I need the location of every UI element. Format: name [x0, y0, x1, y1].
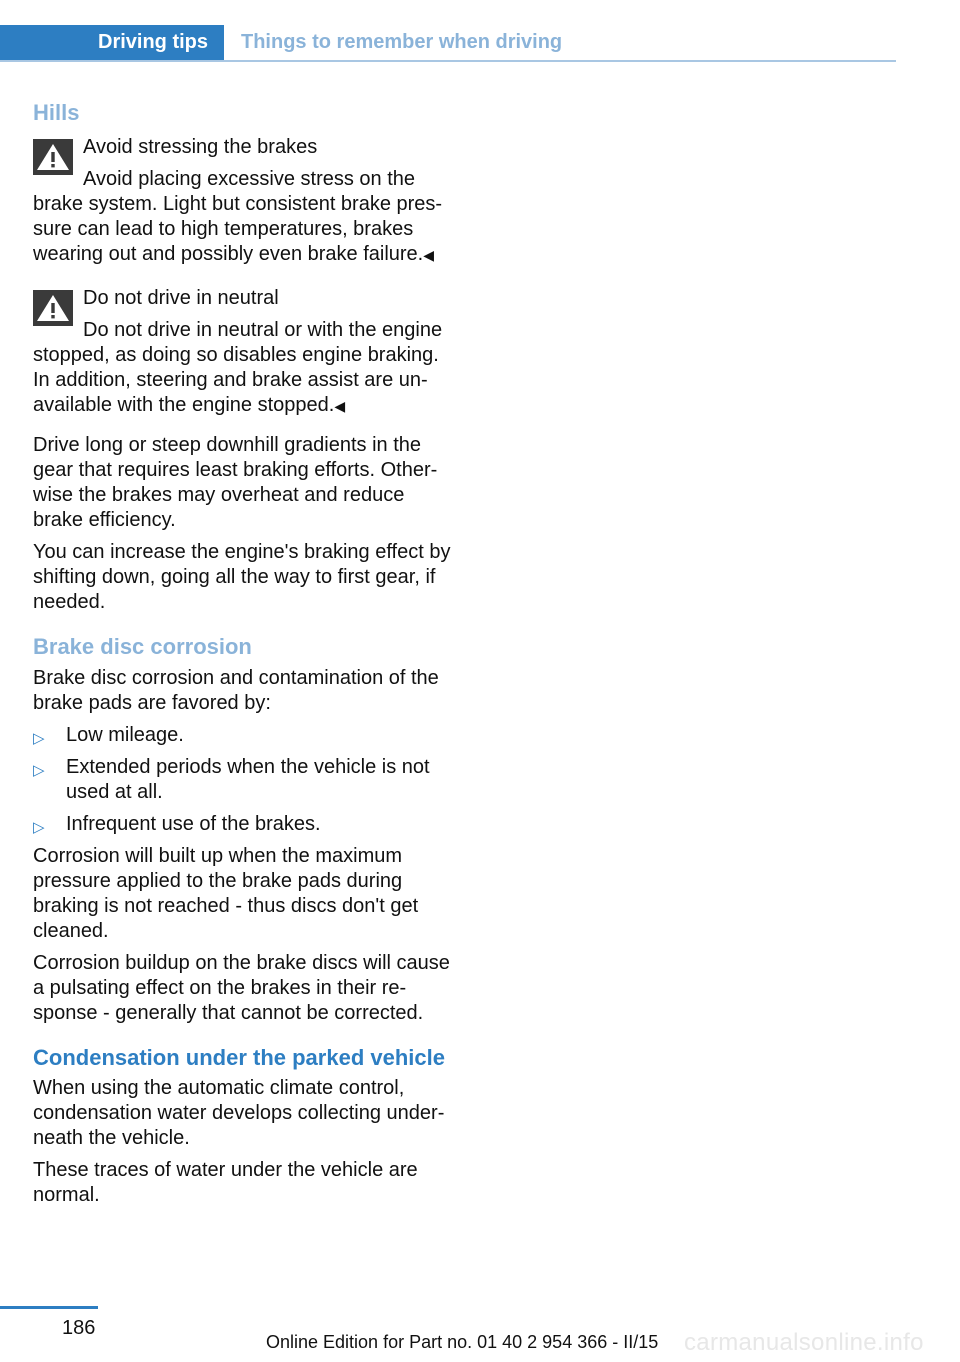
header-divider [0, 60, 896, 62]
warning-text [33, 318, 451, 419]
triangle-bullet-icon: ▷ [33, 730, 45, 747]
corrosion-bullet-list [33, 723, 451, 837]
page-number: 186 [62, 1317, 96, 1339]
page-header [0, 25, 896, 62]
hills-paragraph-gradients: Drive long or steep downhill gradients in the gear that requires least braking efforts. Other‐ wise the brakes may overheat and reduce brake efficiency. [33, 434, 438, 531]
condensation-paragraph-climate: When using the automatic climate control, condensation water develops collecting under‐ neath the vehicle. [33, 1077, 445, 1149]
list-item [33, 723, 451, 748]
edition-footer: Online Edition for Part no. 01 40 2 954 366 - II/15 [266, 1332, 659, 1352]
warning-block-neutral [33, 286, 451, 419]
end-mark-icon: ◀ [423, 247, 435, 263]
condensation-heading: Condensation under the parked vehicle [33, 1045, 445, 1070]
list-item-text: Low mileage. [66, 724, 184, 746]
warning-text-rest: brake system. Light but consistent brake pres‐ sure can lead to high temperatures, brakes wearing out and possibly even brake failure. [33, 193, 443, 265]
list-item-text: Infrequent use of the brakes. [66, 813, 321, 835]
condensation-paragraph-normal: These traces of water under the vehicle are normal. [33, 1159, 418, 1206]
list-item [33, 812, 451, 837]
warning-text-first: Do not drive in neutral or with the engine [83, 319, 443, 341]
warning-title: Avoid stressing the brakes [83, 136, 318, 158]
warning-icon [33, 139, 73, 175]
section-tab-driving-tips[interactable]: Driving tips [0, 25, 224, 60]
warning-text-rest: stopped, as doing so disables engine braking. In addition, steering and brake assist are un‐ available with the engine stopped. [33, 344, 439, 416]
triangle-bullet-icon: ▷ [33, 819, 45, 836]
hills-paragraph-downshift: You can increase the engine's braking effect by shifting down, going all the way to first gear, if needed. [33, 541, 451, 613]
list-item-text: Extended periods when the vehicle is not used at all. [66, 756, 430, 803]
hills-heading: Hills [33, 100, 80, 125]
warning-text [33, 167, 451, 268]
watermark-logo: carmanualsonline.info [684, 1329, 924, 1356]
corrosion-intro: Brake disc corrosion and contamination of the brake pads are favored by: [33, 667, 439, 714]
main-content [33, 100, 451, 1215]
warning-icon [33, 290, 73, 326]
section-tab-things-to-remember[interactable]: Things to remember when driving [241, 31, 563, 53]
end-mark-icon: ◀ [334, 398, 346, 414]
warning-block-brakes [33, 135, 451, 268]
footer-divider [0, 1306, 98, 1309]
brake-corrosion-heading: Brake disc corrosion [33, 634, 252, 659]
corrosion-paragraph-buildup: Corrosion will built up when the maximum pressure applied to the brake pads during braking is not reached - thus discs don't get cleaned. [33, 845, 419, 942]
list-item [33, 755, 451, 805]
warning-text-first: Avoid placing excessive stress on the [83, 168, 416, 190]
warning-title: Do not drive in neutral [83, 287, 279, 309]
triangle-bullet-icon: ▷ [33, 762, 45, 779]
corrosion-paragraph-pulsating: Corrosion buildup on the brake discs will cause a pulsating effect on the brakes in their re‐ sponse - generally that cannot be corrected. [33, 952, 450, 1024]
